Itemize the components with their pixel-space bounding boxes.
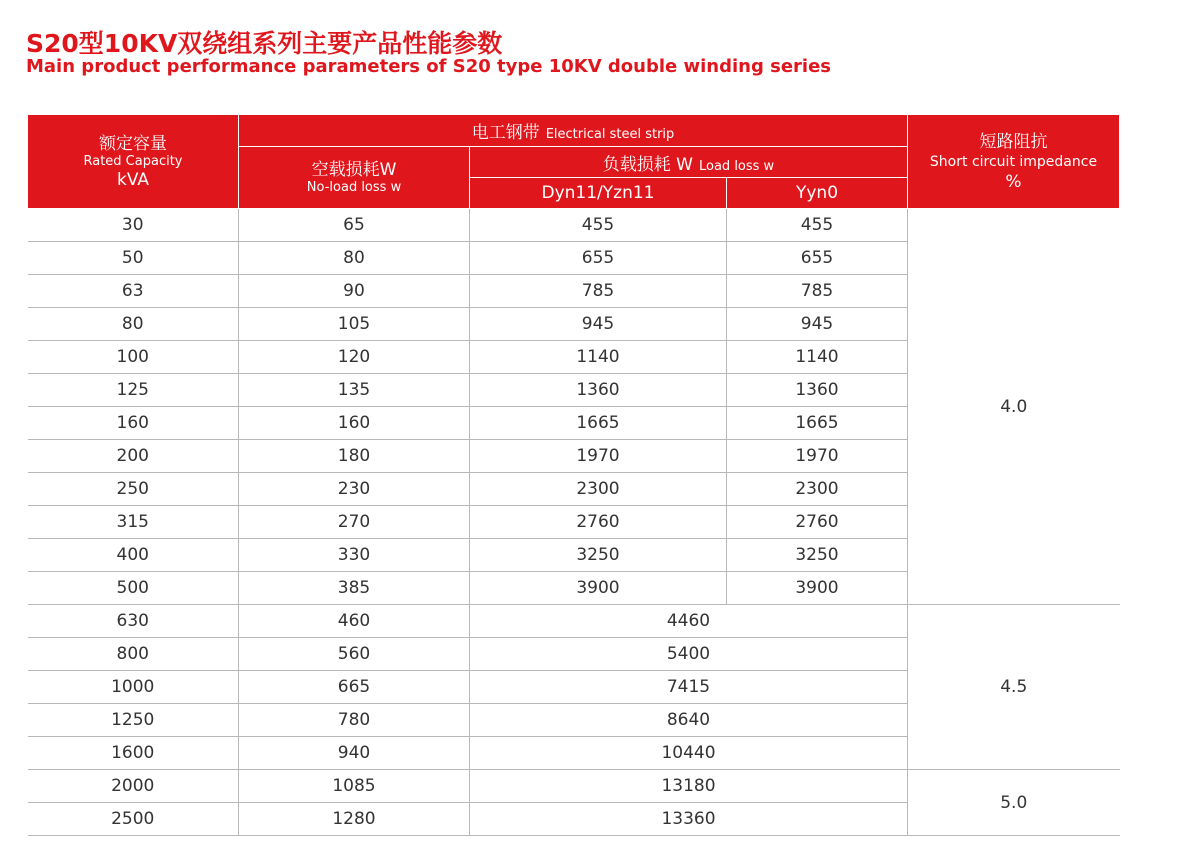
noload-cell: 385: [239, 572, 470, 605]
noload-cell: 330: [239, 539, 470, 572]
header-noload-en: No-load loss w: [306, 179, 402, 195]
capacity-cell: 1600: [28, 737, 239, 770]
capacity-cell: 160: [28, 407, 239, 440]
load-cell: 10440: [470, 737, 908, 770]
capacity-cell: 80: [28, 308, 239, 341]
noload-cell: 180: [239, 440, 470, 473]
noload-cell: 65: [239, 209, 470, 242]
load-yyn-cell: 1665: [727, 407, 908, 440]
capacity-cell: 30: [28, 209, 239, 242]
load-yyn-cell: 455: [727, 209, 908, 242]
noload-cell: 160: [239, 407, 470, 440]
load-dyn-cell: 2300: [470, 473, 727, 506]
noload-cell: 460: [239, 605, 470, 638]
capacity-cell: 50: [28, 242, 239, 275]
noload-cell: 1085: [239, 770, 470, 803]
load-dyn-cell: 1140: [470, 341, 727, 374]
header-steel-en: Electrical steel strip: [545, 127, 675, 142]
header-dyn-label: Dyn11/Yzn11: [541, 183, 655, 203]
header-steel: [239, 115, 908, 147]
noload-cell: 90: [239, 275, 470, 308]
table-row: [28, 770, 1120, 803]
header-capacity-cn: 额定容量: [99, 133, 167, 154]
capacity-cell: 315: [28, 506, 239, 539]
header-dyn: [470, 178, 727, 209]
capacity-cell: 200: [28, 440, 239, 473]
parameters-table: [27, 114, 1120, 836]
load-yyn-cell: 2760: [727, 506, 908, 539]
capacity-cell: 1250: [28, 704, 239, 737]
page-title: S20型10KV双绕组系列主要产品性能参数: [26, 29, 503, 58]
noload-cell: 270: [239, 506, 470, 539]
impedance-cell: 4.0: [908, 209, 1120, 605]
capacity-cell: 1000: [28, 671, 239, 704]
header-yyn-label: Yyn0: [795, 183, 839, 203]
capacity-cell: 500: [28, 572, 239, 605]
load-cell: 7415: [470, 671, 908, 704]
header-capacity-en: Rated Capacity: [83, 153, 183, 169]
noload-cell: 560: [239, 638, 470, 671]
load-yyn-cell: 3900: [727, 572, 908, 605]
load-dyn-cell: 455: [470, 209, 727, 242]
header-yyn: [727, 178, 908, 209]
header-impedance-unit: %: [1005, 171, 1022, 192]
load-yyn-cell: 945: [727, 308, 908, 341]
load-cell: 4460: [470, 605, 908, 638]
load-yyn-cell: 3250: [727, 539, 908, 572]
load-dyn-cell: 945: [470, 308, 727, 341]
noload-cell: 665: [239, 671, 470, 704]
noload-cell: 105: [239, 308, 470, 341]
noload-cell: 135: [239, 374, 470, 407]
capacity-cell: 125: [28, 374, 239, 407]
table-header: [28, 115, 1120, 209]
table-row: [28, 605, 1120, 638]
header-load: [470, 147, 908, 178]
load-cell: 13180: [470, 770, 908, 803]
impedance-cell: 5.0: [908, 770, 1120, 836]
header-load-cn: 负载损耗 W: [602, 154, 693, 175]
impedance-cell: 4.5: [908, 605, 1120, 770]
capacity-cell: 800: [28, 638, 239, 671]
load-dyn-cell: 1665: [470, 407, 727, 440]
load-yyn-cell: 785: [727, 275, 908, 308]
header-steel-cn: 电工钢带: [471, 123, 540, 143]
header-impedance: [908, 115, 1120, 209]
noload-cell: 1280: [239, 803, 470, 836]
capacity-cell: 250: [28, 473, 239, 506]
capacity-cell: 63: [28, 275, 239, 308]
capacity-cell: 630: [28, 605, 239, 638]
load-dyn-cell: 785: [470, 275, 727, 308]
noload-cell: 230: [239, 473, 470, 506]
noload-cell: 120: [239, 341, 470, 374]
header-noload: [239, 147, 470, 209]
load-dyn-cell: 1360: [470, 374, 727, 407]
header-load-en: Load loss w: [699, 158, 775, 174]
load-yyn-cell: 1140: [727, 341, 908, 374]
load-dyn-cell: 2760: [470, 506, 727, 539]
header-impedance-cn: 短路阻抗: [979, 131, 1048, 152]
capacity-cell: 2000: [28, 770, 239, 803]
load-cell: 5400: [470, 638, 908, 671]
header-capacity: [28, 115, 239, 209]
load-dyn-cell: 655: [470, 242, 727, 275]
load-dyn-cell: 1970: [470, 440, 727, 473]
table-body: [28, 209, 1120, 836]
load-yyn-cell: 655: [727, 242, 908, 275]
noload-cell: 780: [239, 704, 470, 737]
load-cell: 8640: [470, 704, 908, 737]
load-yyn-cell: 1970: [727, 440, 908, 473]
page-subtitle: Main product performance parameters of S20 type 10KV double winding series: [26, 56, 832, 77]
capacity-cell: 400: [28, 539, 239, 572]
capacity-cell: 2500: [28, 803, 239, 836]
load-yyn-cell: 2300: [727, 473, 908, 506]
load-dyn-cell: 3250: [470, 539, 727, 572]
header-capacity-unit: kVA: [116, 169, 150, 190]
header-impedance-en: Short circuit impedance: [929, 153, 1098, 170]
capacity-cell: 100: [28, 341, 239, 374]
header-noload-cn: 空载损耗W: [311, 159, 397, 180]
load-dyn-cell: 3900: [470, 572, 727, 605]
table-row: [28, 209, 1120, 242]
noload-cell: 940: [239, 737, 470, 770]
noload-cell: 80: [239, 242, 470, 275]
load-cell: 13360: [470, 803, 908, 836]
load-yyn-cell: 1360: [727, 374, 908, 407]
